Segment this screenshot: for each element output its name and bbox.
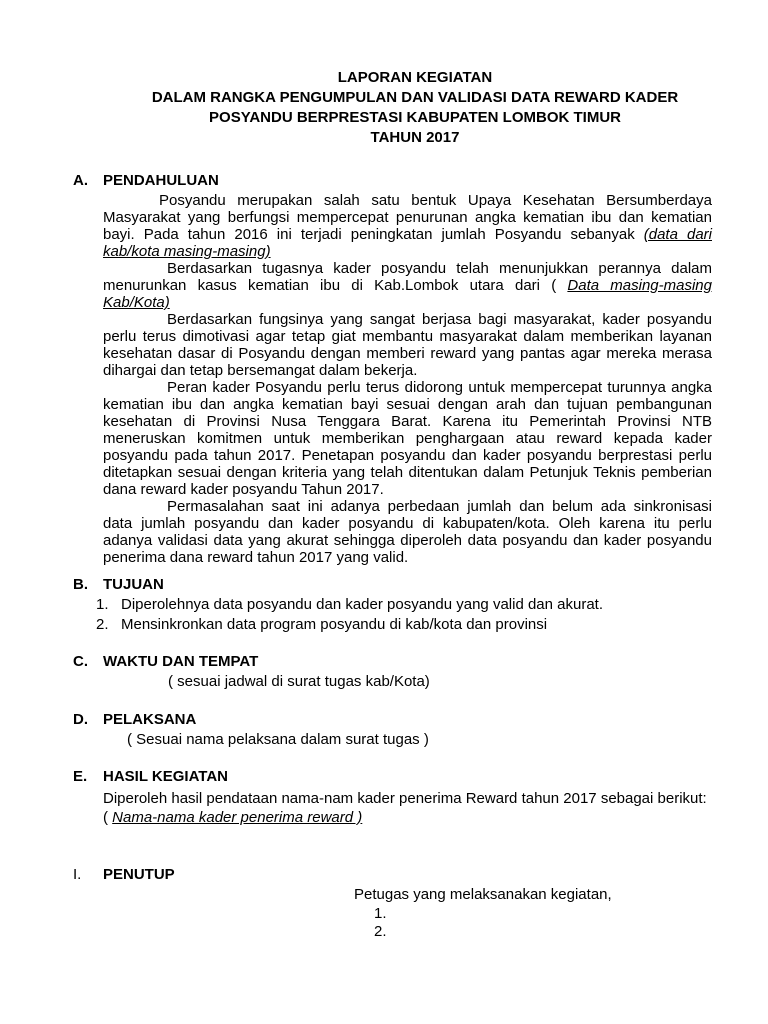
paragraph-1-text: Posyandu merupakan salah satu bentuk Upaya Kesehatan Bersumberdaya Masyarakat yang berfungsi mempercepat penurunan angka kematian ibu dan kematian bayi. Pada tahun 2016 ini terjadi peningkatan jumlah Posyandu sebanyak xyxy=(103,192,712,243)
paragraph-5: Permasalahan saat ini adanya perbedaan jumlah dan belum ada sinkronisasi data jumlah posyandu dan kader posyandu di kabupaten/kota. Oleh karena itu perlu adanya validasi data yang akurat sehingga diperoleh data posyandu dan kader posyandu penerima dana reward tahun 2017 yang valid. xyxy=(103,498,712,566)
signature-number-2: 2. xyxy=(374,923,387,940)
list-item-text: Mensinkronkan data program posyandu di kab/kota dan provinsi xyxy=(121,615,548,633)
section-d-letter: D. xyxy=(73,711,88,728)
note-placeholder: Nama-nama kader penerima reward ) xyxy=(112,809,363,826)
signature-number-1: 1. xyxy=(374,905,387,922)
list-item-number: 1. xyxy=(96,596,109,613)
report-title xyxy=(100,68,730,148)
paragraph-1 xyxy=(103,192,712,260)
section-e-letter: E. xyxy=(73,768,88,785)
list-item xyxy=(96,615,603,635)
signature-label: Petugas yang melaksanakan kegiatan, xyxy=(354,886,612,903)
section-d-text: ( Sesuai nama pelaksana dalam surat tugas ) xyxy=(127,731,429,748)
list-item xyxy=(96,595,603,615)
paragraph-1-placeholder: (data dari kab/kota masing-masing) xyxy=(103,226,712,260)
section-e-title: HASIL KEGIATAN xyxy=(103,768,229,785)
section-e-body xyxy=(103,789,712,827)
section-a-body xyxy=(103,192,712,566)
section-c-text: ( sesuai jadwal di surat tugas kab/Kota) xyxy=(168,673,430,690)
paragraph-3: Berdasarkan fungsinya yang sangat berjasa bagi masyarakat, kader posyandu perlu terus dimotivasi agar tetap giat membantu masyarakat dalam memberikan layanan kesehatan dasar di Posyandu dengan memberi reward yang pantas agar mereka merasa dihargai dan tetap bersemangat dalam bekerja. xyxy=(103,311,712,379)
title-line-1: LAPORAN KEGIATAN xyxy=(337,69,493,86)
paragraph-2 xyxy=(103,260,712,311)
section-b-title: TUJUAN xyxy=(103,576,164,593)
title-line-2: DALAM RANGKA PENGUMPULAN DAN VALIDASI DATA REWARD KADER xyxy=(151,89,679,106)
title-line-4: TAHUN 2017 xyxy=(370,129,460,146)
section-c-title: WAKTU DAN TEMPAT xyxy=(103,653,259,670)
section-a-title: PENDAHULUAN xyxy=(103,172,219,189)
section-i-letter: I. xyxy=(73,866,82,883)
section-b-list xyxy=(96,595,603,634)
section-i-title: PENUTUP xyxy=(103,866,175,883)
paragraph-2-text: Berdasarkan tugasnya kader posyandu telah menunjukkan perannya dalam menurunkan kasus kematian ibu di Kab.Lombok utara dari ( xyxy=(103,260,712,294)
section-e-note xyxy=(103,808,712,827)
section-e-text: Diperoleh hasil pendataan nama-nam kader penerima Reward tahun 2017 sebagai berikut: xyxy=(103,790,707,807)
section-d-title: PELAKSANA xyxy=(103,711,197,728)
section-b-letter: B. xyxy=(73,576,88,593)
note-paren: ( xyxy=(103,809,113,826)
list-item-text: Diperolehnya data posyandu dan kader posyandu yang valid dan akurat. xyxy=(121,596,604,613)
section-c-letter: C. xyxy=(73,653,88,670)
title-line-3: POSYANDU BERPRESTASI KABUPATEN LOMBOK TIMUR xyxy=(209,109,621,126)
section-a-letter: A. xyxy=(73,172,88,189)
paragraph-4: Peran kader Posyandu perlu terus didorong untuk mempercepat turunnya angka kematian ibu dan angka kematian bayi sesuai dengan arah dan tujuan pembangunan kesehatan di Provinsi Nusa Tenggara Barat. Karena itu Pemerintah Provinsi NTB meneruskan komitmen untuk memberikan penghargaan atau reward kepada kader posyandu pada tahun 2017. Penetapan posyandu dan kader posyandu berprestasi perlu ditetapkan sesuai dengan kriteria yang telah ditentukan dalam Petunjuk Teknis pemberian dana reward kader posyandu Tahun 2017. xyxy=(103,379,712,498)
paragraph-2-placeholder: Data masing-masing Kab/Kota) xyxy=(103,277,712,311)
list-item-number: 2. xyxy=(96,615,109,633)
